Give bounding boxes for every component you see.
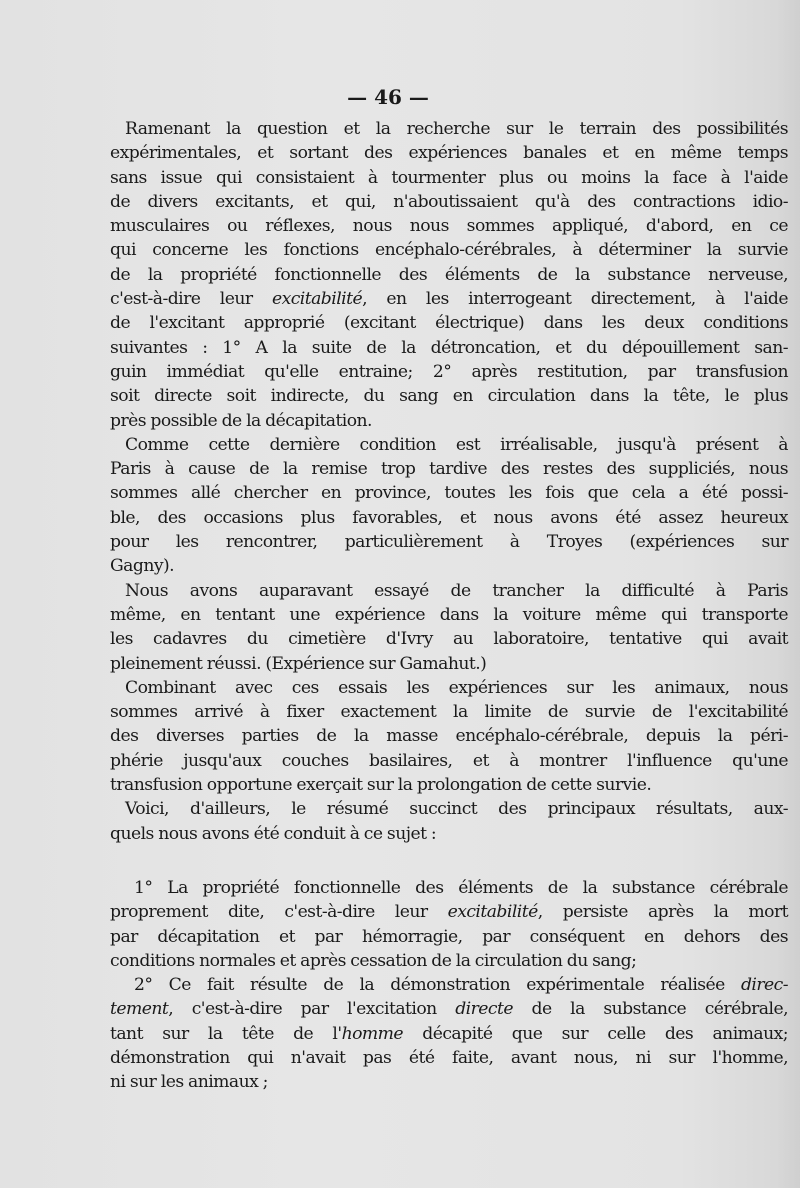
body-text <box>110 117 788 846</box>
text-line: des diverses parties de la masse encéphalo-cérébrale, depuis la péri- <box>110 726 788 747</box>
text-run: , persiste après la mort <box>537 902 788 923</box>
text-line: guin immédiat qu'elle entraine; 2° après restitution, par transfusion <box>110 361 788 382</box>
text-run: proprement dite, c'est-à-dire leur <box>110 902 448 923</box>
paragraph <box>110 433 788 579</box>
text-line: phérie jusqu'aux couches basilaires, et à montrer l'influence qu'une <box>110 750 788 771</box>
text-line: qui concerne les fonctions encéphalo-cérébrales, à déterminer la survie <box>110 240 788 261</box>
text-run: , c'est-à-dire par l'excitation <box>168 999 456 1020</box>
text-run: , en les interrogeant directement, à l'aide <box>362 289 788 310</box>
emphasis-text: excitabilité <box>447 902 538 923</box>
results-list <box>110 876 788 1095</box>
text-line: Paris à cause de la remise trop tardive des restes des suppliciés, nous <box>110 459 788 480</box>
text-line <box>110 973 788 997</box>
text-line: démonstration qui n'avait pas été faite, avant nous, ni sur l'homme, <box>110 1048 788 1069</box>
text-line: conditions normales et après cessation de la circulation du sang; <box>110 950 637 971</box>
text-line: Ramenant la question et la recherche sur le terrain des possibilités <box>125 119 788 139</box>
text-line: musculaires ou réflexes, nous nous sommes appliqué, d'abord, en ce <box>110 216 788 237</box>
text-line: soit directe soit indirecte, du sang en circulation dans la tête, le plus <box>110 386 788 407</box>
text-run: tant sur la tête de l' <box>110 1023 342 1044</box>
result-item <box>110 876 788 973</box>
text-line: de la propriété fonctionnelle des éléments de la substance nerveuse, <box>110 264 788 285</box>
text-line: ni sur les animaux ; <box>110 1072 268 1093</box>
text-line: ble, des occasions plus favorables, et nous avons été assez heureux <box>110 507 788 528</box>
text-line: quels nous avons été conduit à ce sujet : <box>110 823 437 844</box>
text-line: de l'excitant approprié (excitant électrique) dans les deux conditions <box>110 313 788 334</box>
text-run: décapité que sur celle des animaux; <box>403 1023 788 1044</box>
text-run: c'est-à-dire leur <box>110 289 272 310</box>
text-run: de la substance cérébrale, <box>512 999 788 1020</box>
emphasis-text: direc- <box>740 975 788 996</box>
page-number: — 46 — <box>347 85 429 109</box>
text-line: Comme cette dernière condition est irréalisable, jusqu'à présent à <box>125 434 788 455</box>
text-line <box>110 287 788 311</box>
text-line <box>110 900 788 924</box>
text-line: pleinement réussi. (Expérience sur Gamahut.) <box>110 653 487 674</box>
text-line: transfusion opportune exerçait sur la prolongation de cette survie. <box>110 775 652 796</box>
text-line: 1° La propriété fonctionnelle des éléments de la substance cérébrale <box>134 878 788 898</box>
emphasis-text: directe <box>455 999 513 1020</box>
text-line: près possible de la décapitation. <box>110 410 372 431</box>
emphasis-text: excitabilité <box>271 289 363 310</box>
text-line: sans issue qui consistaient à tourmenter plus ou moins la face à l'aide <box>110 167 788 188</box>
paragraph <box>110 117 788 433</box>
text-line: sommes arrivé à fixer exactement la limite de survie de l'excitabilité <box>110 702 788 723</box>
text-run: 2° Ce fait résulte de la démonstration expérimentale réalisée <box>134 975 741 996</box>
text-line: par décapitation et par hémorragie, par conséquent en dehors des <box>110 926 788 947</box>
text-line: Voici, d'ailleurs, le résumé succinct des principaux résultats, aux- <box>125 799 788 820</box>
text-line: expérimentales, et sortant des expériences banales et en même temps <box>110 143 788 164</box>
text-line <box>110 997 788 1021</box>
text-line: les cadavres du cimetière d'Ivry au laboratoire, tentative qui avait <box>110 629 788 650</box>
text-line <box>110 1022 788 1046</box>
text-line: Nous avons auparavant essayé de trancher la difficulté à Paris <box>125 580 788 601</box>
text-line: Gagny). <box>110 556 175 577</box>
emphasis-text: tement <box>110 999 169 1020</box>
paragraph <box>110 797 788 846</box>
emphasis-text: homme <box>341 1023 403 1044</box>
paragraph <box>110 676 788 797</box>
paragraph <box>110 579 788 676</box>
text-line: sommes allé chercher en province, toutes les fois que cela a été possi- <box>110 483 788 504</box>
result-item <box>110 973 788 1094</box>
text-line: de divers excitants, et qui, n'aboutissaient qu'à des contractions idio- <box>110 191 788 212</box>
text-line: suivantes : 1° A la suite de la détroncation, et du dépouillement san- <box>110 337 788 358</box>
text-line: pour les rencontrer, particulièrement à Troyes (expériences sur <box>110 532 788 553</box>
text-line: Combinant avec ces essais les expériences sur les animaux, nous <box>125 677 788 698</box>
text-line: même, en tentant une expérience dans la voiture même qui transporte <box>110 604 788 625</box>
